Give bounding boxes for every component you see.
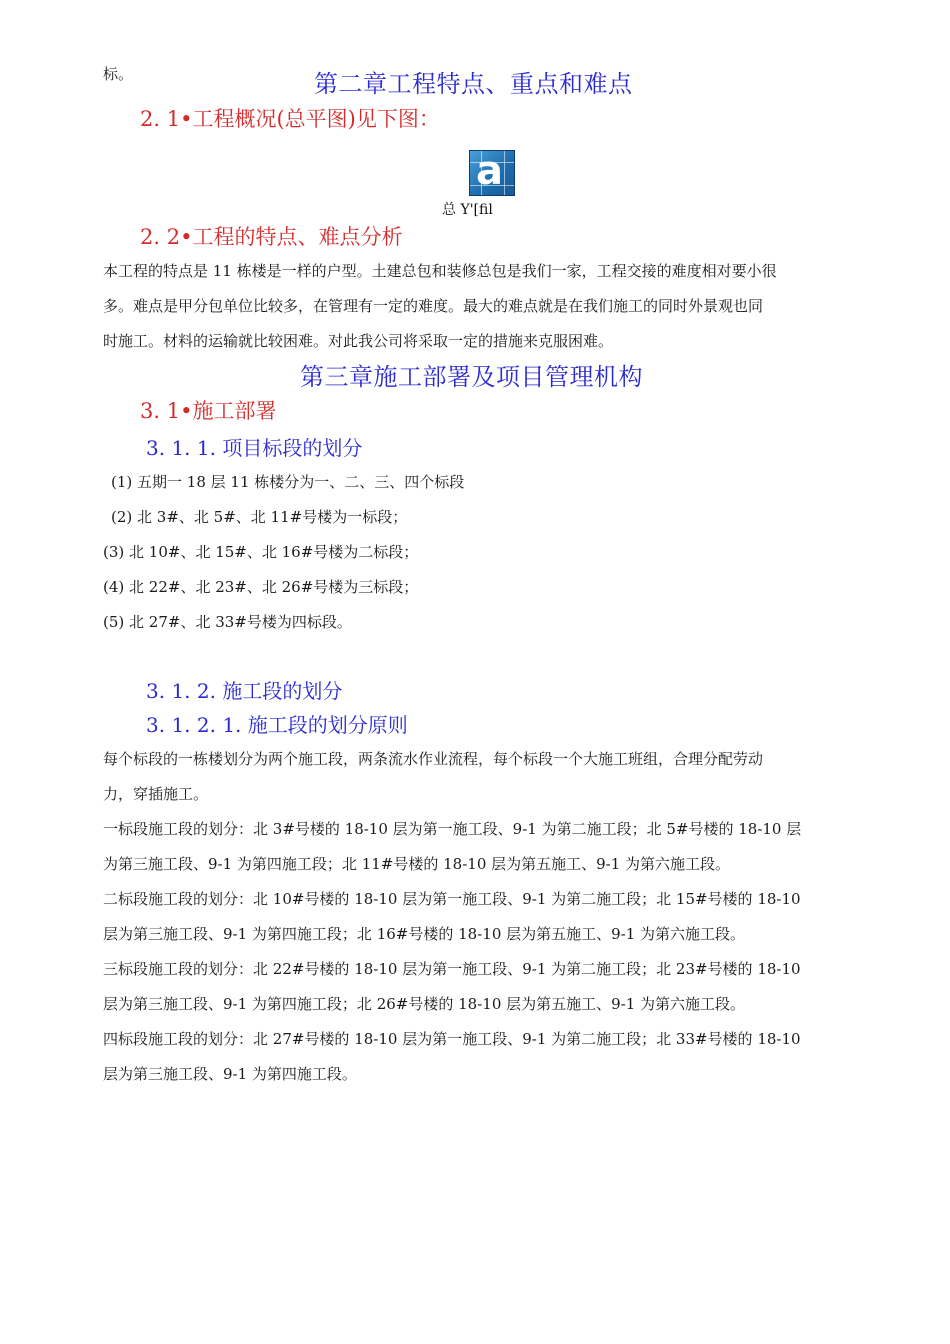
- chapter-3-title: 第三章施工部署及项目管理机构: [300, 363, 643, 391]
- section-2-2-heading: 2. 2•工程的特点、难点分析: [140, 225, 403, 249]
- paragraph-line: 一标段施工段的划分：北 3#号楼的 18-10 层为第一施工段、9-1 为第二施工段；北 5#号楼的 18-10 层: [103, 820, 802, 838]
- chapter-2-title: 第二章工程特点、重点和难点: [314, 70, 633, 98]
- list-item: (5) 北 27#、北 33#号楼为四标段。: [103, 613, 352, 631]
- paragraph-line: 时施工。材料的运输就比较困难。对此我公司将采取一定的措施来克服困难。: [103, 332, 614, 350]
- section-3-1-1-heading: 3. 1. 1. 项目标段的划分: [146, 436, 363, 460]
- paragraph-line: 每个标段的一栋楼划分为两个施工段，两条流水作业流程，每个标段一个大施工班组，合理分配劳动: [103, 750, 764, 768]
- document-image-icon: a: [469, 150, 515, 196]
- list-item: (2) 北 3#、北 5#、北 11#号楼为一标段；: [111, 508, 408, 526]
- paragraph-line: 本工程的特点是 11 栋楼是一样的户型。土建总包和装修总包是我们一家，工程交接的难度相对要小很: [103, 262, 777, 280]
- paragraph-line: 多。难点是甲分包单位比较多，在管理有一定的难度。最大的难点就是在我们施工的同时外景观也同: [103, 297, 764, 315]
- figure-caption: 总 Y'[fil: [442, 202, 493, 218]
- paragraph-line: 为第三施工段、9-1 为第四施工段；北 11#号楼的 18-10 层为第五施工、9-1 为第六施工段。: [103, 855, 731, 873]
- list-item: (1) 五期一 18 层 11 栋楼分为一、二、三、四个标段: [111, 473, 465, 491]
- paragraph-line: 二标段施工段的划分：北 10#号楼的 18-10 层为第一施工段、9-1 为第二施工段；北 15#号楼的 18-10: [103, 890, 801, 908]
- list-item: (4) 北 22#、北 23#、北 26#号楼为三标段；: [103, 578, 419, 596]
- list-item: (3) 北 10#、北 15#、北 16#号楼为二标段；: [103, 543, 419, 561]
- section-2-1-heading: 2. 1•工程概况(总平图)见下图：: [140, 107, 440, 131]
- paragraph-line: 三标段施工段的划分：北 22#号楼的 18-10 层为第一施工段、9-1 为第二施工段；北 23#号楼的 18-10: [103, 960, 801, 978]
- section-3-1-2-1-heading: 3. 1. 2. 1. 施工段的划分原则: [146, 713, 408, 737]
- paragraph-line: 层为第三施工段、9-1 为第四施工段；北 16#号楼的 18-10 层为第五施工、9-1 为第六施工段。: [103, 925, 746, 943]
- section-3-1-2-heading: 3. 1. 2. 施工段的划分: [146, 679, 343, 703]
- paragraph-line: 四标段施工段的划分：北 27#号楼的 18-10 层为第一施工段、9-1 为第二施工段；北 33#号楼的 18-10: [103, 1030, 801, 1048]
- top-fragment-text: 标。: [103, 65, 134, 83]
- paragraph-line: 力，穿插施工。: [103, 785, 209, 803]
- paragraph-line: 层为第三施工段、9-1 为第四施工段；北 26#号楼的 18-10 层为第五施工、9-1 为第六施工段。: [103, 995, 746, 1013]
- paragraph-line: 层为第三施工段、9-1 为第四施工段。: [103, 1065, 357, 1083]
- section-3-1-heading: 3. 1•施工部署: [140, 399, 277, 423]
